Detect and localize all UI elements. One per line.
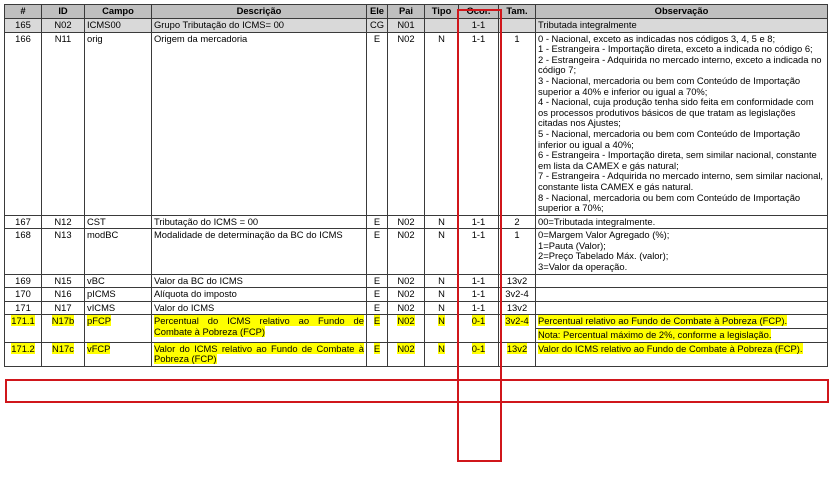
highlighted-text: Percentual relativo ao Fundo de Combate à Pobreza (FCP). (538, 315, 788, 327)
cell-descricao: Grupo Tributação do ICMS= 00 (152, 19, 367, 33)
obs-line: 8 - Nacional, mercadoria ou bem com Conteúdo de Importação superior a 70%; (538, 191, 801, 214)
cell-num (5, 342, 42, 366)
cell-ocor: 1-1 (459, 301, 499, 315)
cell-ocor: 1-1 (459, 215, 499, 229)
cell-id: N11 (42, 32, 85, 215)
cell-tipo (425, 342, 459, 366)
cell-id: N15 (42, 274, 85, 288)
cell-num: 166 (5, 32, 42, 215)
obs-line: 0 - Nacional, exceto as indicadas nos códigos 3, 4, 5 e 8; (538, 32, 776, 44)
icms-fields-table (4, 4, 828, 367)
cell-tam: 1 (499, 229, 536, 274)
cell-tam: 2 (499, 215, 536, 229)
cell-observacao (536, 32, 828, 215)
cell-tipo (425, 19, 459, 33)
cell-observacao (536, 342, 828, 366)
cell-tipo: N (425, 274, 459, 288)
highlighted-text: Valor do ICMS relativo ao Fundo de Combate à Pobreza (FCP). (538, 342, 803, 354)
cell-observacao: Tributada integralmente (536, 19, 828, 33)
table-row (5, 229, 828, 274)
cell-descricao: Modalidade de determinação da BC do ICMS (152, 229, 367, 274)
cell-num (5, 315, 42, 342)
cell-observacao (536, 288, 828, 302)
cell-campo (85, 342, 152, 366)
cell-observacao (536, 301, 828, 315)
highlighted-text: E (373, 315, 381, 327)
highlighted-text: pFCP (87, 315, 111, 327)
col-header-campo: Campo (85, 5, 152, 19)
highlighted-text: E (373, 342, 381, 354)
highlighted-text: N17c (52, 342, 74, 354)
obs-line: 1=Pauta (Valor); (538, 239, 606, 251)
cell-tam (499, 19, 536, 33)
cell-id (42, 342, 85, 366)
cell-descricao (152, 315, 367, 342)
cell-id (42, 315, 85, 342)
table-header-row (5, 5, 828, 19)
cell-campo: CST (85, 215, 152, 229)
cell-ele: E (367, 215, 388, 229)
table-row-highlighted (5, 342, 828, 366)
obs-line: 2 - Estrangeira - Adquirida no mercado interno, exceto a indicada no código 7; (538, 53, 822, 76)
cell-num: 167 (5, 215, 42, 229)
cell-pai: N02 (388, 32, 425, 215)
col-header-descricao: Descrição (152, 5, 367, 19)
col-header-pai: Pai (388, 5, 425, 19)
cell-tam: 13v2 (499, 274, 536, 288)
highlighted-text: N17b (51, 315, 75, 327)
cell-id: N16 (42, 288, 85, 302)
highlighted-text: Valor do ICMS relativo ao Fundo de Combate à Pobreza (FCP) (154, 342, 364, 365)
cell-observacao (536, 229, 828, 274)
cell-ele: E (367, 229, 388, 274)
obs-line: 3=Valor da operação. (538, 261, 628, 273)
col-header-ocor: Ocor. (459, 5, 499, 19)
cell-tipo: N (425, 288, 459, 302)
cell-observacao (536, 315, 828, 329)
cell-ele: CG (367, 19, 388, 33)
cell-campo: vICMS (85, 301, 152, 315)
cell-pai: N02 (388, 288, 425, 302)
highlighted-text: 3v2-4 (505, 315, 529, 327)
cell-descricao: Valor da BC do ICMS (152, 274, 367, 288)
cell-observacao-note (536, 329, 828, 343)
row-171-annotation-box (5, 379, 829, 403)
cell-ocor: 1-1 (459, 32, 499, 215)
cell-pai (388, 342, 425, 366)
cell-observacao: 00=Tributada integralmente. (536, 215, 828, 229)
highlighted-text: Nota: Percentual máximo de 2%, conforme a legislação. (538, 329, 772, 341)
cell-pai: N02 (388, 215, 425, 229)
cell-id: N13 (42, 229, 85, 274)
highlighted-text: 171.1 (11, 315, 35, 327)
col-header-num: # (5, 5, 42, 19)
cell-num: 171 (5, 301, 42, 315)
cell-id: N17 (42, 301, 85, 315)
cell-id: N02 (42, 19, 85, 33)
cell-tipo (425, 315, 459, 342)
cell-tam: 3v2-4 (499, 288, 536, 302)
cell-ocor: 1-1 (459, 274, 499, 288)
cell-ele: E (367, 288, 388, 302)
cell-ocor: 1-1 (459, 288, 499, 302)
cell-pai: N01 (388, 19, 425, 33)
table-row (5, 215, 828, 229)
cell-ocor (459, 342, 499, 366)
cell-tipo: N (425, 229, 459, 274)
highlighted-text: N (438, 315, 445, 327)
obs-line: 4 - Nacional, cuja produção tenha sido feita em conformidade com os processos produtivos básicos de que tratam as legislações citadas nos Ajustes; (538, 96, 814, 129)
table-row (5, 32, 828, 215)
cell-tam (499, 315, 536, 342)
cell-tam (499, 342, 536, 366)
cell-descricao: Origem da mercadoria (152, 32, 367, 215)
table-row (5, 288, 828, 302)
highlighted-text: 0-1 (471, 315, 486, 327)
highlighted-text: 13v2 (506, 342, 528, 354)
cell-descricao: Tributação do ICMS = 00 (152, 215, 367, 229)
cell-descricao: Valor do ICMS (152, 301, 367, 315)
table-row (5, 19, 828, 33)
cell-pai (388, 315, 425, 342)
highlighted-text: Percentual do ICMS relativo ao Fundo de Combate à Pobreza (FCP) (154, 315, 364, 338)
cell-campo: vBC (85, 274, 152, 288)
table-row (5, 301, 828, 315)
table-row (5, 274, 828, 288)
highlighted-text: vFCP (87, 342, 111, 354)
cell-tipo: N (425, 32, 459, 215)
cell-tam: 13v2 (499, 301, 536, 315)
highlighted-text: 171.2 (11, 342, 35, 354)
col-header-id: ID (42, 5, 85, 19)
cell-ele: E (367, 274, 388, 288)
cell-ele (367, 342, 388, 366)
cell-campo (85, 315, 152, 342)
obs-line: 2=Preço Tabelado Máx. (valor); (538, 250, 669, 262)
cell-campo: orig (85, 32, 152, 215)
cell-num: 170 (5, 288, 42, 302)
cell-campo: ICMS00 (85, 19, 152, 33)
col-header-ele: Ele (367, 5, 388, 19)
cell-descricao (152, 342, 367, 366)
nfe-icms-layout-sheet (4, 4, 828, 367)
col-header-tam: Tam. (499, 5, 536, 19)
col-header-tipo: Tipo (425, 5, 459, 19)
cell-ocor: 1-1 (459, 229, 499, 274)
obs-line: 0=Margem Valor Agregado (%); (538, 229, 670, 241)
obs-line: 3 - Nacional, mercadoria ou bem com Conteúdo de Importação superior a 40% e inferior ou igual a 70%; (538, 74, 801, 97)
highlighted-text: 0-1 (471, 342, 486, 354)
obs-line: 1 - Estrangeira - Importação direta, exceto a indicada no código 6; (538, 43, 813, 55)
cell-id: N12 (42, 215, 85, 229)
col-header-observacao: Observação (536, 5, 828, 19)
cell-ele: E (367, 301, 388, 315)
cell-observacao (536, 274, 828, 288)
cell-num: 169 (5, 274, 42, 288)
cell-ocor (459, 315, 499, 342)
highlighted-text: N02 (397, 342, 415, 354)
table-row-highlighted (5, 315, 828, 329)
obs-line: 7 - Estrangeira - Adquirida no mercado interno, sem similar nacional, constante lista CAMEX e gás natural. (538, 170, 824, 192)
highlighted-text: N (438, 342, 445, 354)
cell-campo: modBC (85, 229, 152, 274)
cell-ele: E (367, 32, 388, 215)
cell-descricao: Alíquota do imposto (152, 288, 367, 302)
obs-line: 5 - Nacional, mercadoria ou bem com Conteúdo de Importação inferior ou igual a 40%; (538, 127, 801, 150)
cell-num: 165 (5, 19, 42, 33)
cell-ocor: 1-1 (459, 19, 499, 33)
cell-pai: N02 (388, 274, 425, 288)
cell-campo: pICMS (85, 288, 152, 302)
cell-pai: N02 (388, 229, 425, 274)
obs-line: 6 - Estrangeira - Importação direta, sem similar nacional, constante em lista da CAMEX e gás natural; (538, 149, 817, 171)
cell-tam: 1 (499, 32, 536, 215)
cell-tipo: N (425, 301, 459, 315)
cell-pai: N02 (388, 301, 425, 315)
cell-ele (367, 315, 388, 342)
cell-tipo: N (425, 215, 459, 229)
highlighted-text: N02 (397, 315, 415, 327)
cell-num: 168 (5, 229, 42, 274)
